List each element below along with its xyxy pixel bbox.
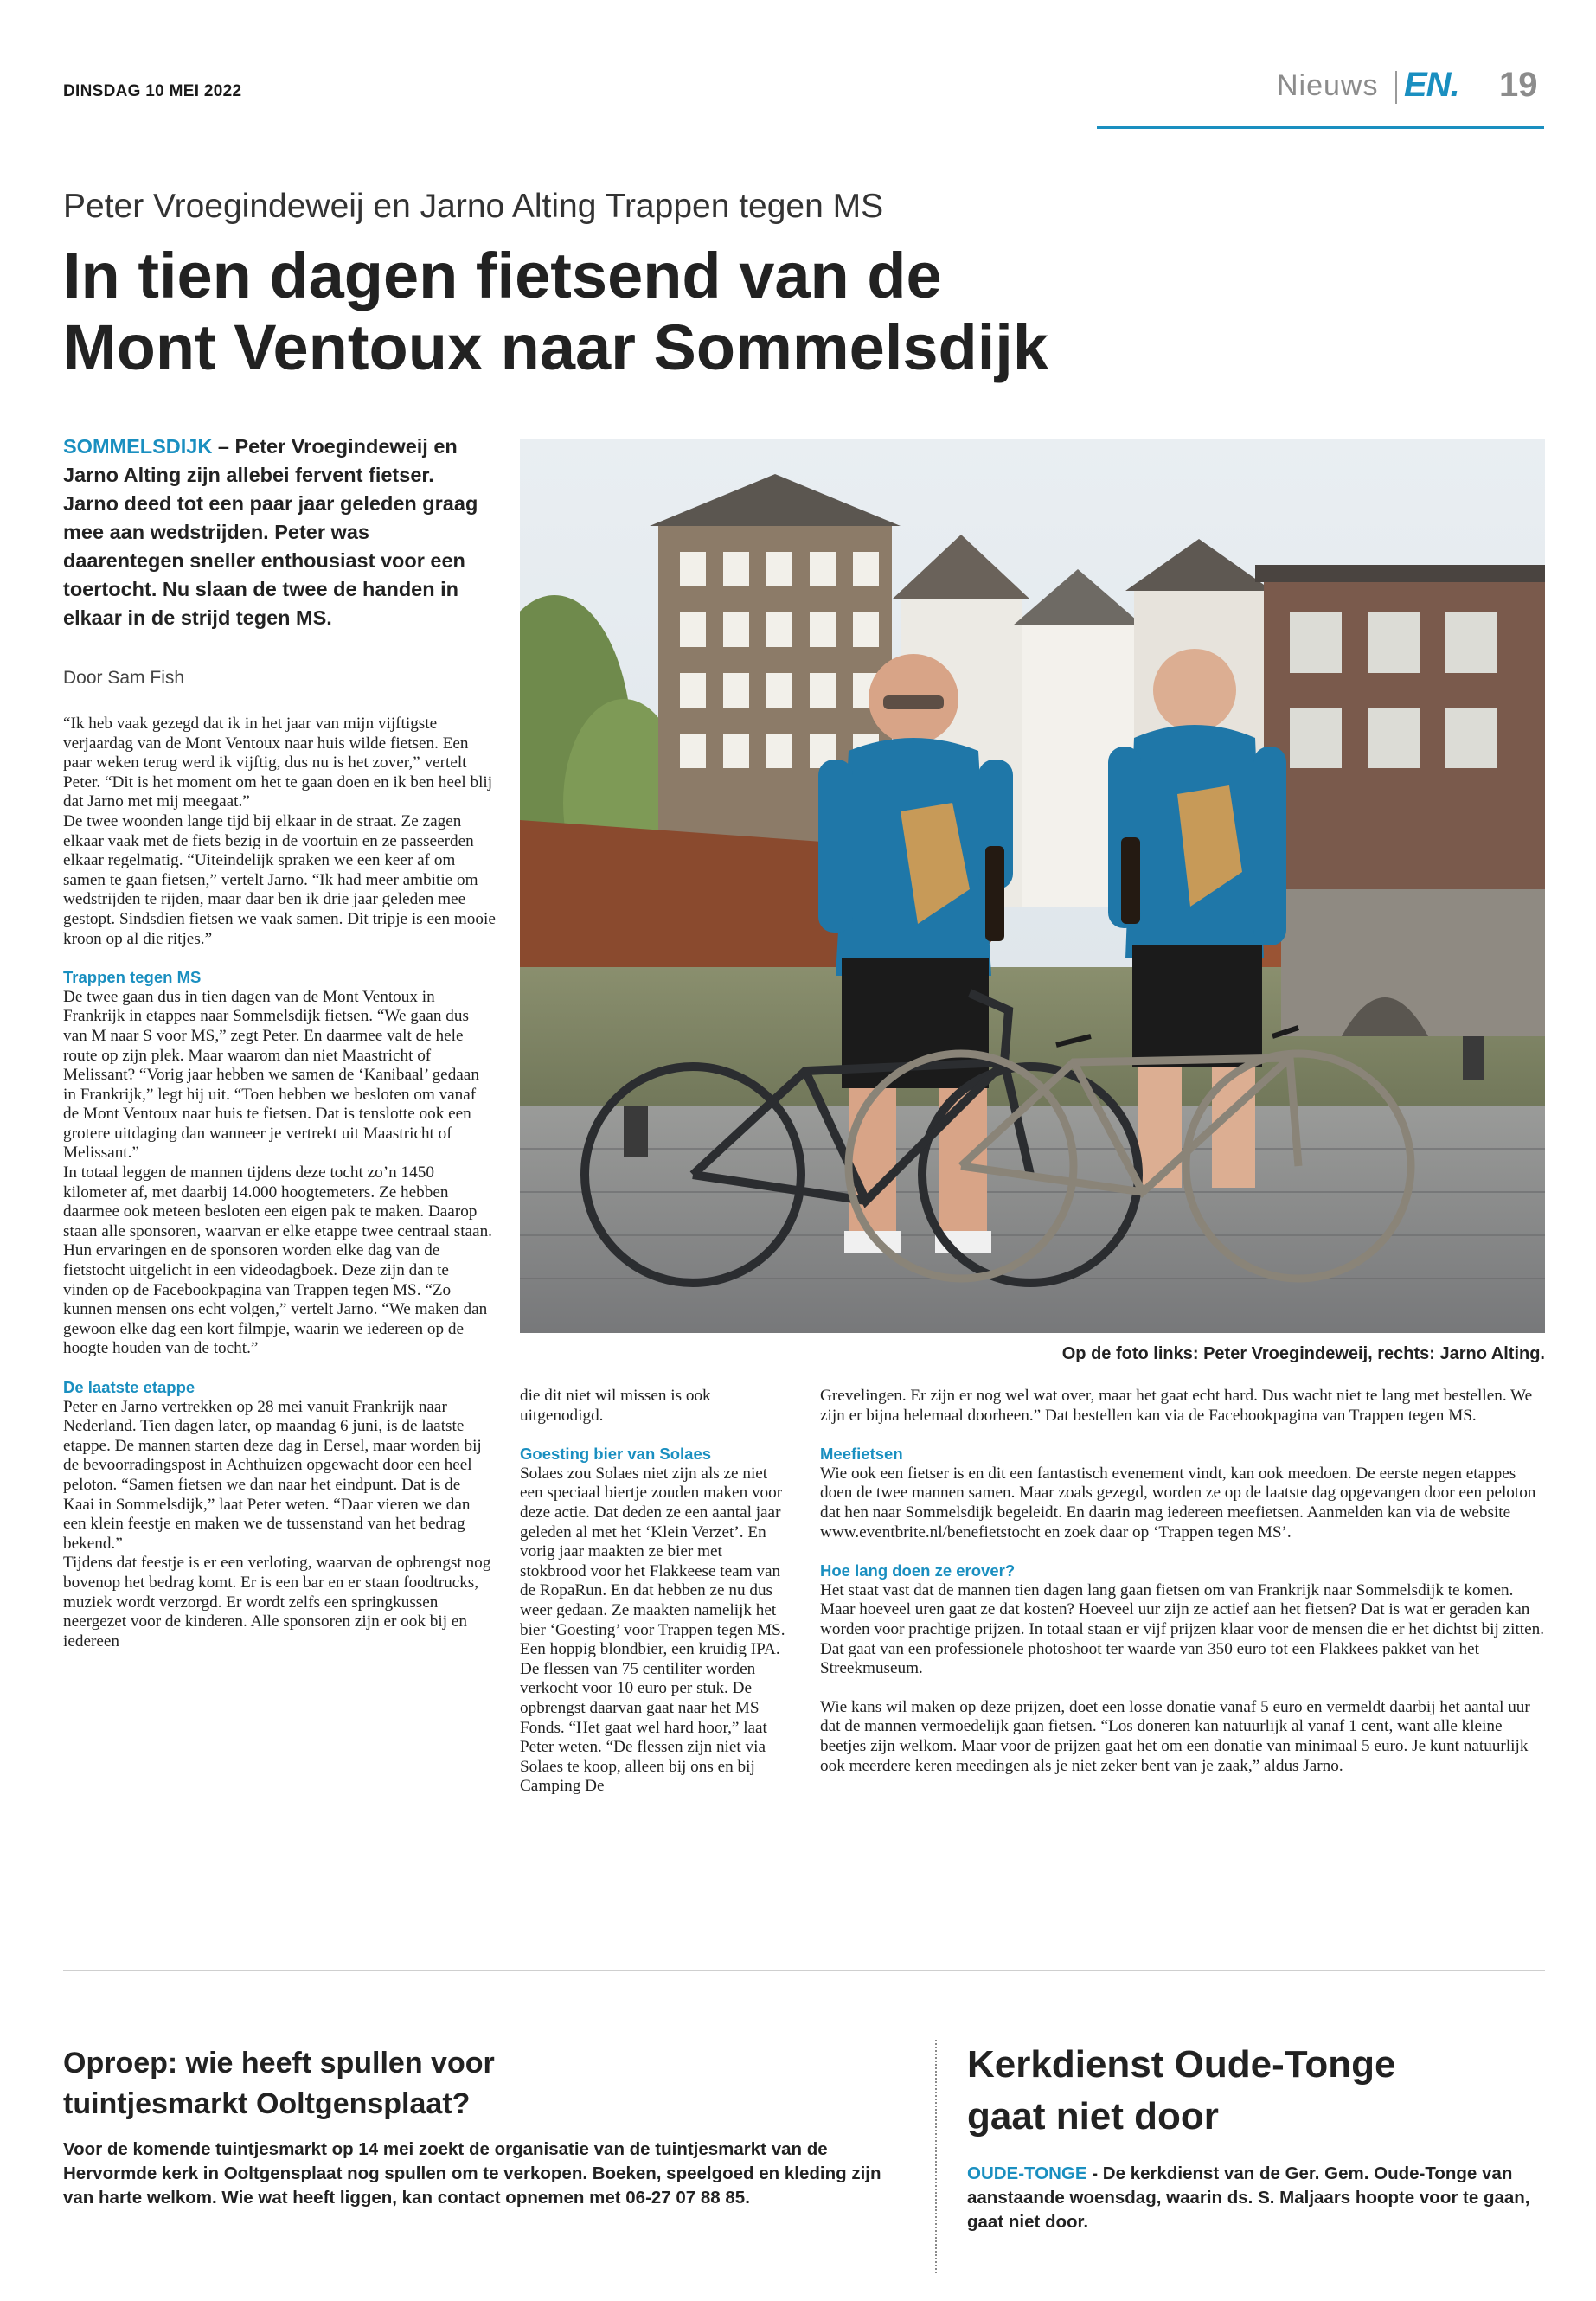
lead-text: – Peter Vroegindeweij en Jarno Alting zijn allebei fervent fietser. Jarno deed tot een paar jaar geleden graag mee aan wedstrijden. Peter was daarentegen sneller enthousiast voor een toertocht. Nu slaan de twee de handen in elkaar in de strijd tegen MS. [63, 435, 478, 629]
oproep-body: Voor de komende tuintjesmarkt op 14 mei zoekt de organisatie van de tuintjesmarkt van de Hervormde kerk in Ooltgensplaat nog spullen om te verkopen. Boeken, speelgoed en kleding zijn van harte welkom. Wie wat heeft liggen, kan contact opnemen met 06-27 07 88 85. [63, 2139, 881, 2208]
newspaper-logo: EN. [1404, 66, 1459, 104]
oproep-headline [63, 2043, 894, 2125]
paragraph: Wie kans wil maken op deze prijzen, doet een losse donatie vanaf 5 euro en vermeldt daarbij het aantal uur dat de mannen vermoedelijk gaan fietsen. “Los doneren kan natuurlijk al vanaf 1 cent, want alle kleine beetjes zijn welkom. Maar voor de prijzen gaat het om een donatie van minimaal 5 euro. Je kunt natuurlijk ook meerdere keren meedingen als je niet zeker bent van je zaak,” aldus Jarno. [820, 1697, 1530, 1775]
headline-line-2: Mont Ventoux naar Sommelsdijk [63, 311, 1049, 383]
article-column-1 [63, 715, 496, 1651]
photo-caption: Op de foto links: Peter Vroegindeweij, rechts: Jarno Alting. [1061, 1344, 1545, 1363]
kerkdienst-body [967, 2162, 1555, 2234]
paragraph: De twee woonden lange tijd bij elkaar in de straat. Ze zagen elkaar vaak met de fiets bezig in de voortuin en ze passeerden elkaar regelmatig. “Uiteindelijk spraken we een keer af om samen te gaan fietsen,” vertelt Jarno. “Ik had meer ambitie om wedstrijden te rijden, maar daar ben ik drie jaar geleden mee gestopt. Sindsdien fietsen we vaak samen. Dit tripje is een mooie kroon op al die ritjes.” [63, 811, 496, 948]
issue-date: DINSDAG 10 MEI 2022 [63, 82, 242, 100]
paragraph: Solaes zou Solaes niet zijn als ze niet een speciaal biertje zouden maken voor deze actie. Dat deden ze een aantal jaar geleden al met het ‘Klein Verzet’. En vorig jaar maakten ze bier met stokbrood voor het Flakkeese team van de RopaRun. En dat hebben ze nu dus weer gedaan. Ze maakten namelijk het bier ‘Goesting’ voor Trappen tegen MS. Een hoppig blondbier, een kruidig IPA. [520, 1464, 785, 1659]
oproep-headline-line-2: tuintjesmarkt Ooltgensplaat? [63, 2087, 471, 2120]
subheading: Hoe lang doen ze erover? [820, 1561, 1016, 1580]
subheading: Meefietsen [820, 1445, 903, 1464]
paragraph: “Ik heb vaak gezegd dat ik in het jaar van mijn vijftigste verjaardag van de Mont Ventoux naar huis wilde fietsen. Een paar weken terug werd ik vijftig, dus nu is het zover,” vertelt Peter. “Dit is het moment om het te gaan doen en ik ben heel blij dat Jarno met mij meegaat.” [63, 715, 493, 811]
header-divider [1395, 71, 1397, 104]
paragraph: Tijdens dat feestje is er een verloting, waarvan de opbrengst nog bovenop het bedrag komt. Er is een bar en er staan foodtrucks, muziek wordt verzorgd. Er wordt zelfs een springkussen neergezet voor de kinderen. Alle sponsoren zijn er ook bij en iedereen [63, 1554, 491, 1650]
kerkdienst-dateline: OUDE-TONGE [967, 2163, 1087, 2183]
article-lead [63, 433, 494, 632]
page-number: 19 [1499, 66, 1538, 104]
article-column-3 [820, 1387, 1545, 1776]
section-label: Nieuws [1277, 69, 1379, 102]
paragraph: Het staat vast dat de mannen tien dagen lang gaan fietsen om van Frankrijk naar Sommelsdijk te komen. Maar hoeveel uren gaat ze dat kosten? Hoeveel uur zijn ze actief aan het fietsen? Dat is wat er geraden kan worden voor prachtige prijzen. In totaal staan er vijf prijzen klaar voor de mensen die er het dichtst bij zitten. Dat gaat van een professionele photoshoot ter waarde van 350 euro tot een Flakkees pakket van het Streekmuseum. [820, 1580, 1545, 1678]
oproep-headline-line-1: Oproep: wie heeft spullen voor [63, 2047, 495, 2080]
article-kicker: Peter Vroegindeweij en Jarno Alting Trappen tegen MS [63, 188, 884, 225]
paragraph: Peter en Jarno vertrekken op 28 mei vanuit Frankrijk naar Nederland. Tien dagen later, op maandag 6 juni, is de laatste etappe. De mannen starten deze dag in Eersel, maar worden bij de bevoorradingspost in Achthuizen opgewacht door een heel peloton. “Samen fietsen we dan naar het eindpunt. Dat is de Kaai in Sommelsdijk,” laat Peter weten. “Daar vieren we dan een klein feestje en maken we de tussenstand van het bedrag bekend.” [63, 1397, 482, 1553]
subheading: De laatste etappe [63, 1378, 195, 1396]
kerkdienst-headline-line-1: Kerkdienst Oude-Tonge [967, 2043, 1396, 2086]
byline: Door Sam Fish [63, 668, 185, 688]
lead-dateline: SOMMELSDIJK [63, 435, 213, 458]
subheading: Trappen tegen MS [63, 968, 202, 987]
section-divider [63, 1970, 1545, 1971]
paragraph: die dit niet wil missen is ook uitgenodigd. [520, 1387, 711, 1425]
article-headline [63, 240, 1447, 383]
subheading: Goesting bier van Solaes [520, 1445, 712, 1464]
headline-line-1: In tien dagen fietsend van de [63, 240, 942, 311]
header-rule [1097, 126, 1544, 129]
paragraph: Grevelingen. Er zijn er nog wel wat over, maar het gaat echt hard. Dus wacht niet te lang met bestellen. We zijn er bijna helemaal doorheen.” Dat bestellen kan via de Facebookpagina van Trappen tegen MS. [820, 1387, 1533, 1425]
article-photo [520, 439, 1545, 1333]
kerkdienst-text: - De kerkdienst van de Ger. Gem. Oude-Tonge van aanstaande woensdag, waarin ds. S. Maljaars hoopte voor te gaan, gaat niet door. [967, 2163, 1530, 2232]
kerkdienst-headline [967, 2039, 1545, 2143]
paragraph: Wie ook een fietser is en dit een fantastisch evenement vindt, kan ook meedoen. De eerste negen etappes doen de twee mannen samen. Maar zoals gezegd, worden ze op de laatste dag opgevangen door een peloton dat hen naar Sommelsdijk begeleidt. En daarin mag iedereen meefietsen. Aanmelden kan via de website www.eventbrite.nl/benefietstocht en zoek daar op ‘Trappen tegen MS’. [820, 1464, 1536, 1541]
article-column-2 [520, 1387, 788, 1797]
column-divider [935, 2040, 937, 2273]
paragraph: De twee gaan dus in tien dagen van de Mont Ventoux in Frankrijk in etappes naar Sommelsdijk fietsen. “We gaan dus van M naar S voor MS,” zegt Peter. En daarmee valt de hele route op zijn plek. Maar waarom dan niet Maastricht of Melissant? “Vorig jaar hebben we samen de ‘Kanibaal’ gedaan in Frankrijk,” legt hij uit. “Toen hebben we besloten om vanaf de Mont Ventoux naar huis te fietsen. Dat is tenslotte ook een grotere uitdaging dan wanneer je vertrekt uit Maastricht of Melissant.” [63, 987, 479, 1163]
kerkdienst-headline-line-2: gaat niet door [967, 2095, 1219, 2138]
paragraph: De flessen van 75 centiliter worden verkocht voor 10 euro per stuk. De opbrengst daarvan gaat naar het MS Fonds. “Het gaat wel hard hoor,” laat Peter weten. “De flessen zijn niet via Solaes te koop, alleen bij ons en bij Camping De [520, 1659, 767, 1796]
paragraph: In totaal leggen de mannen tijdens deze tocht zo’n 1450 kilometer af, met daarbij 14.000 hoogtemeters. Ze hebben daarmee ook meteen besloten een eigen pak te maken. Daarop staan alle sponsoren, waarvan er elke etappe twee centraal staan. Hun ervaringen en de sponsoren worden elke dag van de fietstocht uitgelicht in een videodagboek. Deze zijn dan te vinden op de Facebookpagina van Trappen tegen MS. “Zo kunnen mensen ons echt volgen,” vertelt Jarno. “We maken dan gewoon elke dag een kort filmpje, waarin we iedereen op de hoogte houden van de tocht.” [63, 1163, 492, 1358]
cyclists-photo-illustration [520, 439, 1545, 1333]
